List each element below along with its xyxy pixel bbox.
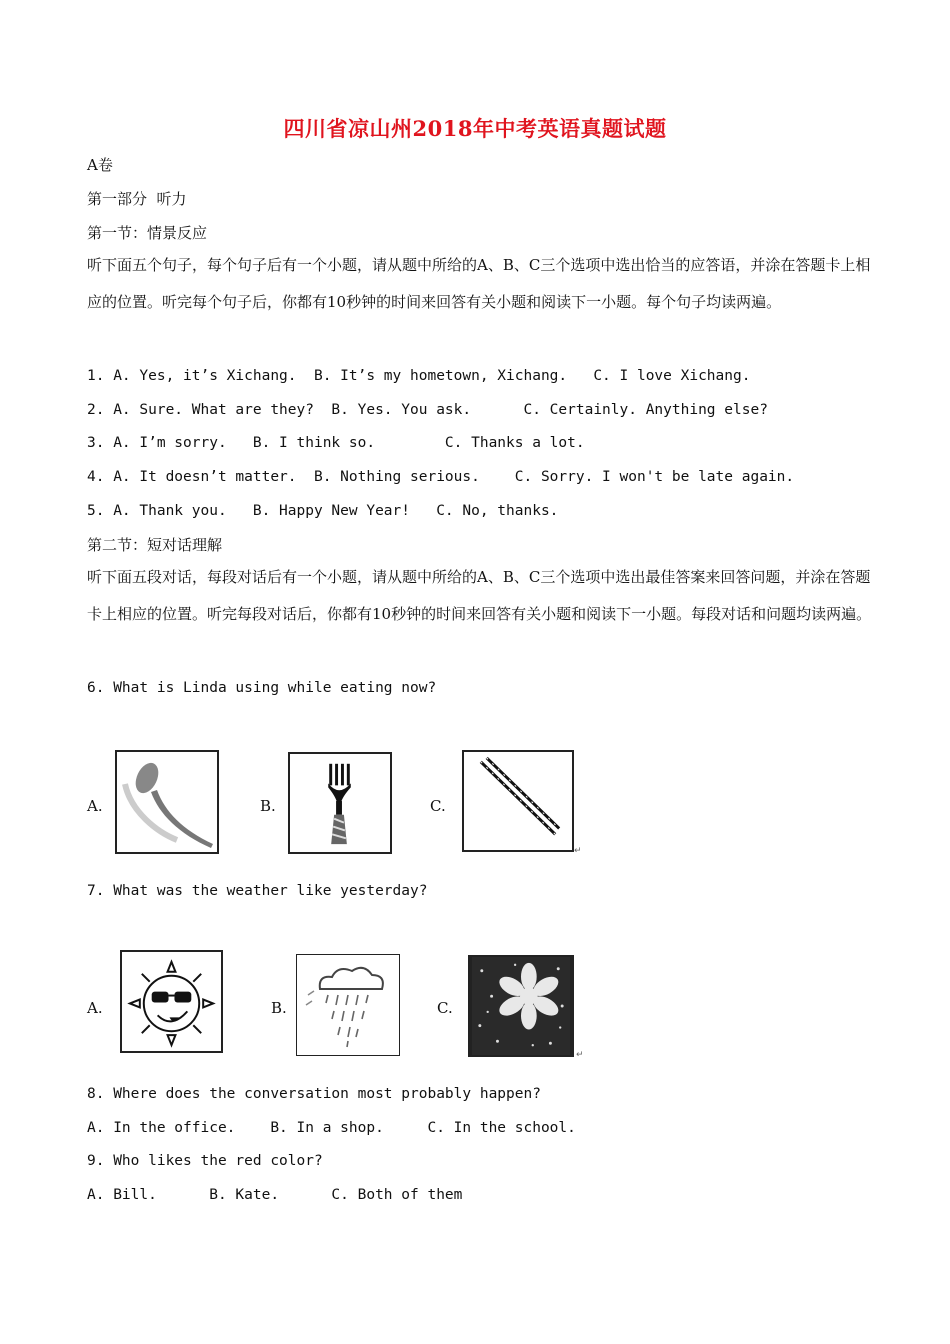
part-heading: 第一部分 听力 [87,190,187,208]
rain-cloud-icon [296,954,400,1056]
section2-heading: 第二节：短对话理解 [87,536,223,554]
question-1: 1. A. Yes, it’s Xichang. B. It’s my hometown, Xichang. C. I love Xichang. [87,368,751,384]
question-2: 2. A. Sure. What are they? B. Yes. You ask. C. Certainly. Anything else? [87,402,768,418]
q6-option-a-label: A. [87,797,103,815]
q7-option-a-label: A. [87,999,103,1017]
question-6: 6. What is Linda using while eating now? [87,680,437,696]
q7-option-b-label: B. [271,999,287,1017]
q7-option-c-label: C. [437,999,453,1017]
q6-option-c-label: C. [430,797,446,815]
chopsticks-icon [462,750,574,852]
question-8: 8. Where does the conversation most probably happen? [87,1086,541,1102]
spoon-icon [115,750,219,854]
snowflake-icon [468,955,574,1057]
fork-icon [288,752,392,854]
question-8-options: A. In the office. B. In a shop. C. In the school. [87,1120,576,1136]
question-7: 7. What was the weather like yesterday? [87,883,428,899]
question-9: 9. Who likes the red color? [87,1153,323,1169]
question-3: 3. A. I’m sorry. B. I think so. C. Thanks a lot. [87,435,585,451]
section1-heading: 第一节：情景反应 [87,224,208,242]
section2-instructions: 听下面五段对话，每段对话后有一个小题，请从题中所给的A、B、C三个选项中选出最佳答案来回答问题，并涂在答题卡上相应的位置。听完每段对话后，你都有10秒钟的时间来回答有关小题和阅读下一小题。每段对话和问题均读两遍。 [87,568,872,623]
return-mark-icon: ↵ [574,846,582,856]
question-9-options: A. Bill. B. Kate. C. Both of them [87,1187,463,1203]
q6-option-b-label: B. [260,797,276,815]
sun-icon [120,950,223,1053]
question-5: 5. A. Thank you. B. Happy New Year! C. No, thanks. [87,503,559,519]
return-mark-icon: ↵ [576,1050,584,1060]
page-title: 四川省凉山州2018年中考英语真题试题 [283,116,667,141]
question-4: 4. A. It doesn’t matter. B. Nothing serious. C. Sorry. I won't be late again. [87,469,795,485]
volume-label: A卷 [87,156,113,174]
section1-instructions: 听下面五个句子，每个句子后有一个小题，请从题中所给的A、B、C三个选项中选出恰当的应答语，并涂在答题卡上相应的位置。听完每个句子后，你都有10秒钟的时间来回答有关小题和阅读下一小题。每个句子均读两遍。 [87,256,871,311]
